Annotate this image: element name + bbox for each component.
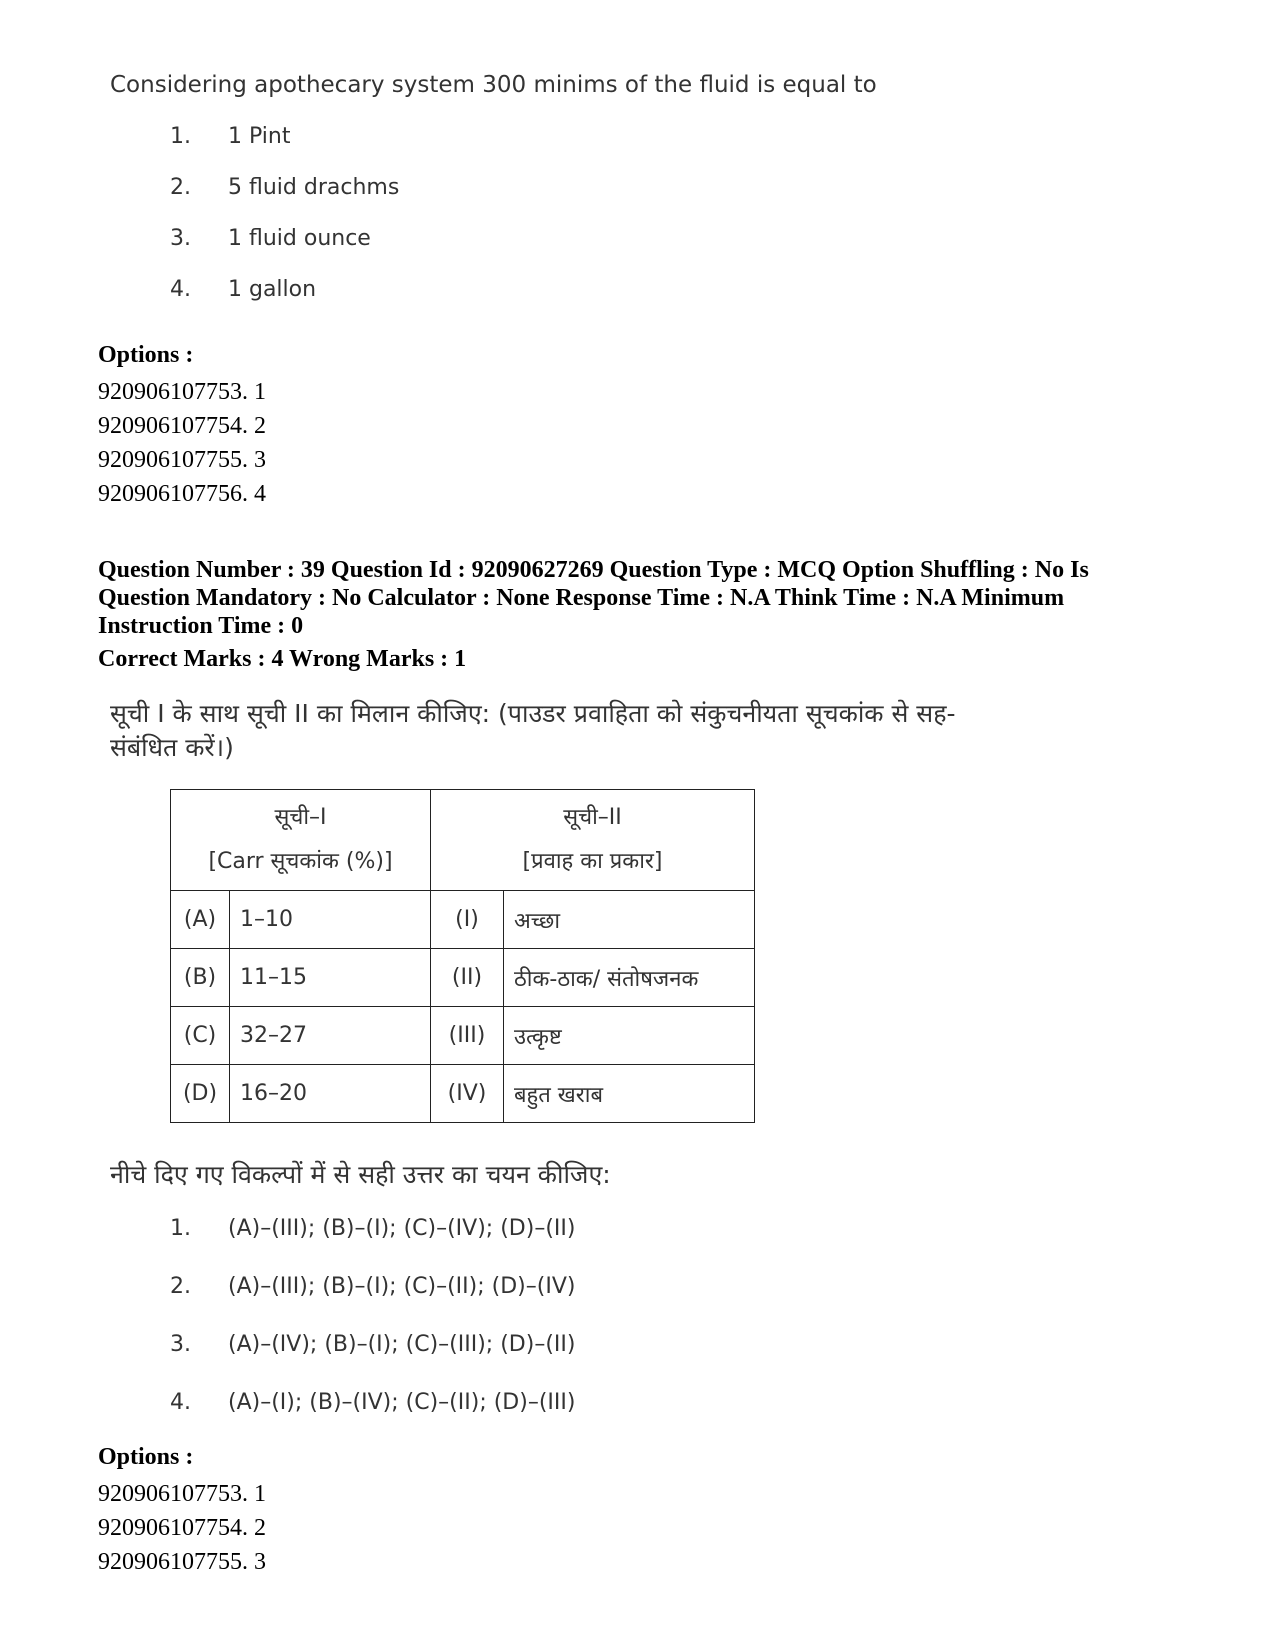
question-meta-line: Question Mandatory : No Calculator : None Response Time : N.A Think Time : N.A Minimum [98,585,1065,611]
table-row [171,1007,755,1065]
choice-item [170,1274,575,1299]
choice-item [170,1390,575,1415]
list-2-title: सूची–II [563,805,622,830]
question-2-stem-line-2: संबंधित करें।) [110,733,234,762]
list-2-subtitle: [प्रवाह का प्रकार] [522,849,663,874]
row-letter: (D) [171,1065,230,1123]
choice-text: 1 gallon [228,277,317,302]
row-value: 32–27 [230,1007,431,1065]
choice-text: (A)–(III); (B)–(I); (C)–(II); (D)–(IV) [228,1274,576,1299]
row-letter: (B) [171,949,230,1007]
match-table [170,789,755,1123]
choice-text: 1 fluid ounce [228,226,371,251]
option-item: 920906107755. 3 [98,447,266,473]
choice-number: 4. [170,277,191,302]
list-1-title: सूची–I [274,805,327,830]
choice-text: (A)–(III); (B)–(I); (C)–(IV); (D)–(II) [228,1216,576,1241]
choice-number: 4. [170,1390,191,1415]
choice-text: (A)–(I); (B)–(IV); (C)–(II); (D)–(III) [228,1390,576,1415]
choice-item [170,226,371,251]
row-description: उत्कृष्ट [504,1007,755,1065]
choice-number: 2. [170,1274,191,1299]
table-row [171,1065,755,1123]
options-heading: Options : [98,342,194,368]
row-description: बहुत खराब [504,1065,755,1123]
list-1-header [171,790,431,891]
choice-text: 1 Pint [228,124,291,149]
option-item: 920906107753. 1 [98,1481,266,1507]
choice-item [170,124,290,149]
question-meta-line: Instruction Time : 0 [98,613,304,639]
row-value: 11–15 [230,949,431,1007]
options-list [98,1477,266,1579]
row-description: अच्छा [504,891,755,949]
list-1-subtitle: [Carr सूचकांक (%)] [208,849,393,874]
choice-item [170,277,316,302]
question-2-instruction: नीचे दिए गए विकल्पों में से सही उत्तर का चयन कीजिए: [110,1160,611,1189]
list-2-header [431,790,755,891]
row-value: 1–10 [230,891,431,949]
choice-item [170,1216,575,1241]
choice-number: 3. [170,226,191,251]
choice-text: (A)–(IV); (B)–(I); (C)–(III); (D)–(II) [228,1332,576,1357]
row-roman: (I) [431,891,504,949]
choice-number: 3. [170,1332,191,1357]
row-letter: (A) [171,891,230,949]
row-roman: (IV) [431,1065,504,1123]
question-2-stem-line-1: सूची I के साथ सूची II का मिलान कीजिए: (पाउडर प्रवाहिता को संकुचनीयता सूचकांक से सह- [110,699,956,728]
row-roman: (II) [431,949,504,1007]
choice-text: 5 fluid drachms [228,175,400,200]
choice-number: 1. [170,1216,191,1241]
question-meta-line: Question Number : 39 Question Id : 92090627269 Question Type : MCQ Option Shuffling : No Is [98,557,1089,583]
choice-number: 1. [170,124,191,149]
choice-item [170,1332,575,1357]
table-header-row [171,790,755,891]
row-value: 16–20 [230,1065,431,1123]
row-description: ठीक-ठाक/ संतोषजनक [504,949,755,1007]
options-heading: Options : [98,1444,194,1470]
options-list [98,375,266,511]
table-row [171,891,755,949]
option-item: 920906107753. 1 [98,379,266,405]
option-item: 920906107754. 2 [98,413,266,439]
option-item: 920906107755. 3 [98,1549,266,1575]
question-1-text: Considering apothecary system 300 minims of the fluid is equal to [110,72,877,98]
choice-number: 2. [170,175,191,200]
row-letter: (C) [171,1007,230,1065]
table-row [171,949,755,1007]
row-roman: (III) [431,1007,504,1065]
choice-item [170,175,399,200]
option-item: 920906107754. 2 [98,1515,266,1541]
marks-info: Correct Marks : 4 Wrong Marks : 1 [98,646,467,672]
question-meta [98,556,1198,640]
option-item: 920906107756. 4 [98,481,266,507]
